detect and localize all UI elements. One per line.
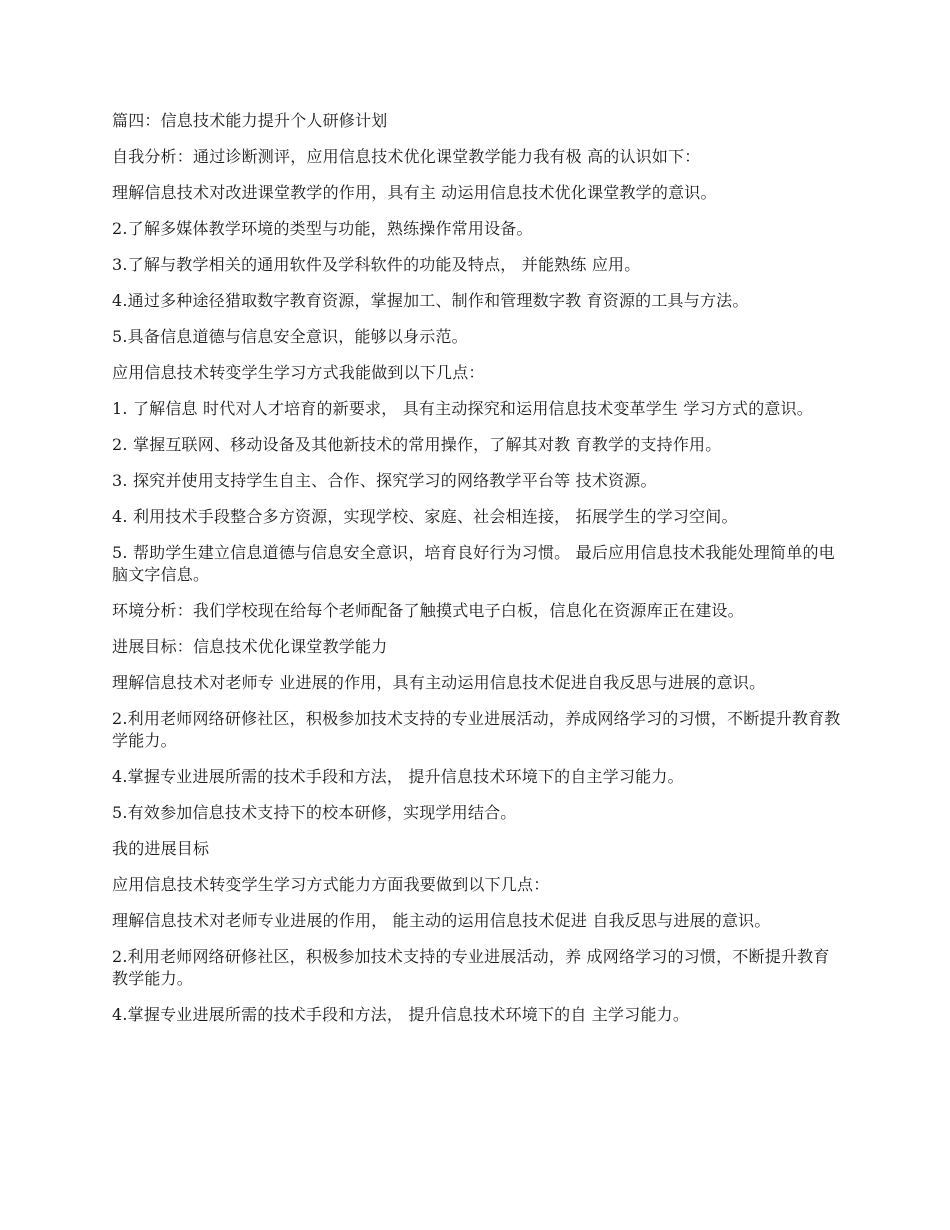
- paragraph: 进展目标：信息技术优化课堂教学能力: [112, 637, 388, 656]
- list-item: 4.掌握专业进展所需的技术手段和方法， 提升信息技术环境下的自 主学习能力。: [112, 1005, 690, 1024]
- paragraph: 理解信息技术对老师专 业进展的作用，具有主动运用信息技术促进自我反思与进展的意识。: [112, 673, 766, 692]
- paragraph: 应用信息技术转变学生学习方式我能做到以下几点：: [112, 363, 485, 382]
- list-item: 1. 了解信息 时代对人才培育的新要求， 具有主动探究和运用信息技术变革学生 学习方式的意识。: [112, 399, 814, 418]
- list-item: 2.利用老师网络研修社区，积极参加技术支持的专业进展活动，养成网络学习的习惯，不断提升教育教学能力。: [112, 709, 841, 750]
- paragraph: 应用信息技术转变学生学习方式能力方面我要做到以下几点：: [112, 875, 550, 894]
- list-item: 4.通过多种途径猎取数字教育资源，掌握加工、制作和管理数字教 育资源的工具与方法。: [112, 291, 749, 310]
- paragraph: 理解信息技术对改进课堂教学的作用，具有主 动运用信息技术优化课堂教学的意识。: [112, 183, 717, 202]
- list-item: 5.具备信息道德与信息安全意识，能够以身示范。: [112, 327, 468, 346]
- list-item: 2.了解多媒体教学环境的类型与功能，熟练操作常用设备。: [112, 219, 533, 238]
- paragraph: 理解信息技术对老师专业进展的作用， 能主动的运用信息技术促进 自我反思与进展的意识。: [112, 911, 771, 930]
- document-body: [112, 110, 842, 1040]
- list-item: 4. 利用技术手段整合多方资源，实现学校、家庭、社会相连接， 拓展学生的学习空间。: [112, 507, 738, 526]
- list-item: 4.掌握专业进展所需的技术手段和方法， 提升信息技术环境下的自主学习能力。: [112, 767, 684, 786]
- list-item: 3. 探究并使用支持学生自主、合作、探究学习的网络教学平台等 技术资源。: [112, 471, 657, 490]
- list-item: 5.有效参加信息技术支持下的校本研修，实现学用结合。: [112, 803, 517, 822]
- list-item: 2.利用老师网络研修社区，积极参加技术支持的专业进展活动，养 成网络学习的习惯，不断提升教育教学能力。: [112, 947, 830, 988]
- paragraph: 我的进展目标: [112, 839, 210, 858]
- list-item: 3.了解与教学相关的通用软件及学科软件的功能及特点， 并能熟练 应用。: [112, 255, 641, 274]
- paragraph: 环境分析：我们学校现在给每个老师配备了触摸式电子白板，信息化在资源库正在建设。: [112, 601, 744, 620]
- paragraph: 自我分析：通过诊断测评，应用信息技术优化课堂教学能力我有极 高的认识如下：: [112, 147, 701, 166]
- list-item: 2. 掌握互联网、移动设备及其他新技术的常用操作，了解其对教 育教学的支持作用。: [112, 435, 722, 454]
- list-item: 5. 帮助学生建立信息道德与信息安全意识，培育良好行为习惯。 最后应用信息技术我能处理简单的电脑文字信息。: [112, 543, 835, 584]
- section-title: 篇四：信息技术能力提升个人研修计划: [112, 111, 388, 130]
